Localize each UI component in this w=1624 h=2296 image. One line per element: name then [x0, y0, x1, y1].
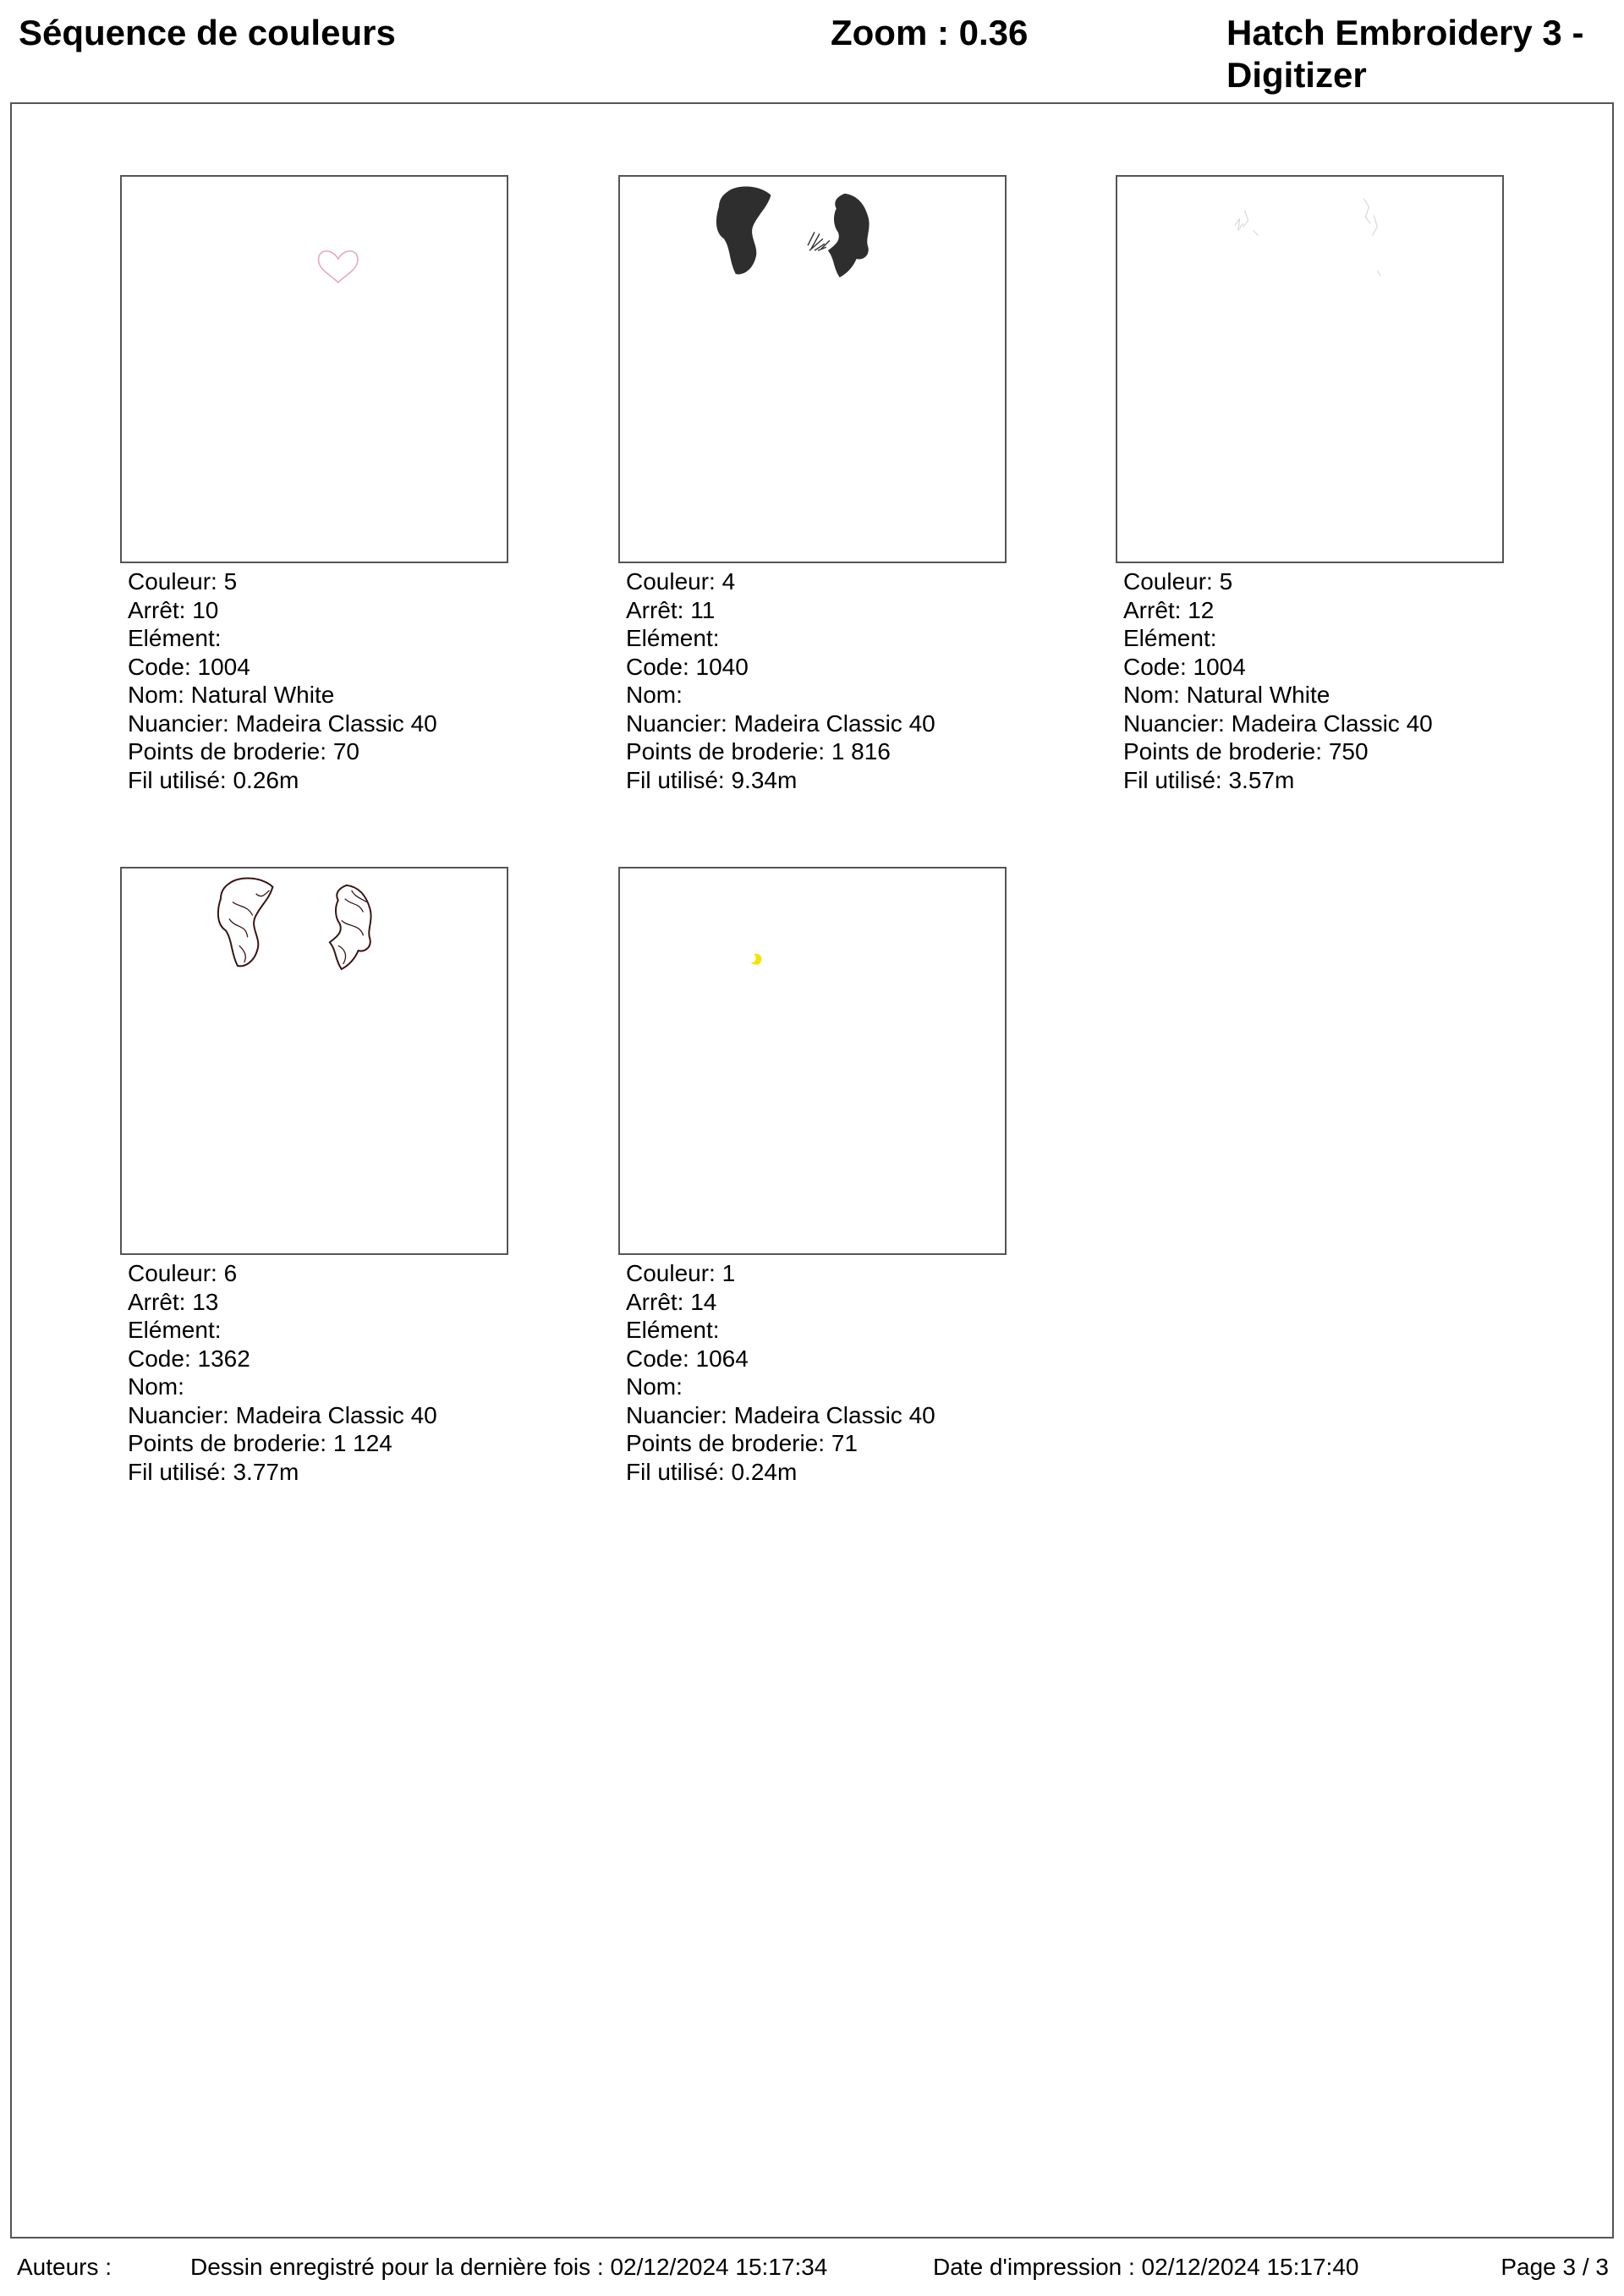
stitch-preview — [618, 175, 1007, 563]
element-label: Elément: — [626, 1317, 720, 1343]
stop-number: Arrêt: 12 — [1123, 596, 1215, 623]
thread-chart: Nuancier: Madeira Classic 40 — [626, 710, 935, 737]
thread-name: Nom: — [626, 1373, 683, 1400]
element-label: Elément: — [1123, 625, 1217, 651]
color-number: Couleur: 6 — [128, 1260, 238, 1286]
element-label: Elément: — [626, 625, 720, 651]
thread-code: Code: 1004 — [1123, 653, 1246, 680]
element-label: Elément: — [128, 625, 222, 651]
stitch-count: Points de broderie: 1 816 — [626, 738, 891, 764]
stop-number: Arrêt: 13 — [128, 1288, 219, 1315]
color-number: Couleur: 1 — [626, 1260, 736, 1286]
stitch-count: Points de broderie: 70 — [128, 738, 359, 764]
outlined-shapes-icon — [122, 869, 507, 1253]
color-number: Couleur: 5 — [1123, 568, 1233, 595]
stitch-preview — [120, 867, 508, 1255]
dark-shapes-icon — [620, 177, 1005, 562]
thread-chart: Nuancier: Madeira Classic 40 — [626, 1401, 935, 1428]
footer-authors: Auteurs : — [17, 2254, 112, 2280]
color-stop-card — [1116, 175, 1513, 794]
thread-code: Code: 1004 — [128, 653, 250, 680]
thread-code: Code: 1064 — [626, 1345, 749, 1372]
thread-code: Code: 1362 — [128, 1345, 250, 1372]
thread-name: Nom: — [128, 1373, 184, 1400]
footer-print-date: Date d'impression : 02/12/2024 15:17:40 — [933, 2254, 1359, 2280]
footer-page-number: Page 3 / 3 — [1501, 2254, 1609, 2280]
thread-used: Fil utilisé: 3.57m — [1123, 766, 1295, 793]
color-stop-card — [120, 175, 518, 794]
page-title: Séquence de couleurs — [19, 13, 396, 52]
stop-number: Arrêt: 14 — [626, 1288, 717, 1315]
color-stop-card — [618, 175, 1016, 794]
yellow-dot-icon — [620, 869, 1005, 1253]
color-stop-card — [618, 867, 1016, 1486]
stitch-preview — [120, 175, 508, 563]
stop-number: Arrêt: 11 — [626, 596, 716, 623]
stop-number: Arrêt: 10 — [128, 596, 219, 623]
thread-name: Nom: Natural White — [1123, 682, 1330, 708]
zoom-level: Zoom : 0.36 — [831, 13, 1029, 52]
thread-used: Fil utilisé: 9.34m — [626, 766, 798, 793]
stitch-count: Points de broderie: 750 — [1123, 738, 1369, 764]
thread-used: Fil utilisé: 0.24m — [626, 1458, 798, 1485]
stitch-count: Points de broderie: 71 — [626, 1430, 858, 1456]
thread-chart: Nuancier: Madeira Classic 40 — [1123, 710, 1433, 737]
color-number: Couleur: 5 — [128, 568, 238, 595]
thread-used: Fil utilisé: 0.26m — [128, 766, 299, 793]
thread-chart: Nuancier: Madeira Classic 40 — [128, 710, 437, 737]
element-label: Elément: — [128, 1317, 222, 1343]
thread-name: Nom: Natural White — [128, 682, 335, 708]
thread-name: Nom: — [626, 682, 683, 708]
stitch-preview — [1116, 175, 1504, 563]
thread-chart: Nuancier: Madeira Classic 40 — [128, 1401, 437, 1428]
color-number: Couleur: 4 — [626, 568, 736, 595]
heart-outline-icon — [122, 177, 507, 562]
app-name: Hatch Embroidery 3 - Digitizer — [1226, 13, 1584, 95]
thread-used: Fil utilisé: 3.77m — [128, 1458, 299, 1485]
stitch-count: Points de broderie: 1 124 — [128, 1430, 392, 1456]
faint-stitches-icon — [1117, 177, 1502, 562]
color-stop-card — [120, 867, 518, 1486]
stitch-preview — [618, 867, 1007, 1255]
thread-code: Code: 1040 — [626, 653, 749, 680]
footer-saved-date: Dessin enregistré pour la dernière fois : 02/12/2024 15:17:34 — [190, 2254, 828, 2280]
